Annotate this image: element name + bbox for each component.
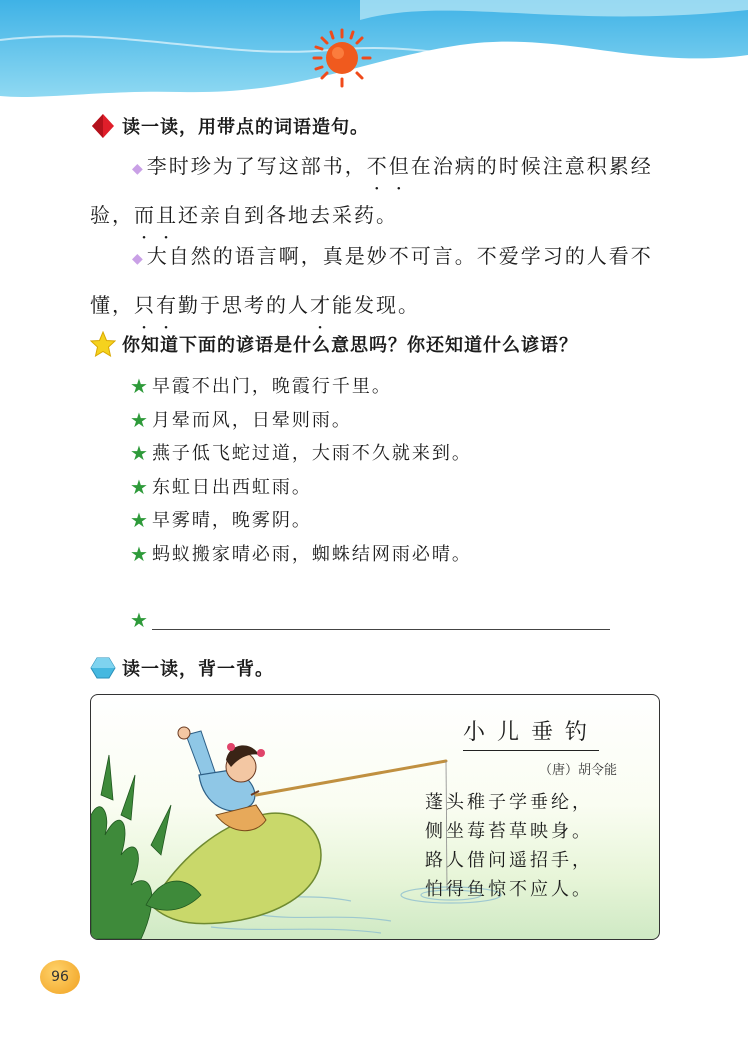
green-star-icon: ★ (130, 407, 150, 432)
proverb-list (130, 370, 472, 571)
sun-icon (312, 28, 372, 88)
fill-in-row (130, 608, 610, 632)
yellow-star-icon (90, 331, 116, 357)
emphasis-char: 而 (134, 203, 156, 227)
poem-body (425, 788, 593, 904)
blue-hexagon-icon (90, 655, 116, 681)
sky-wave-banner (0, 0, 748, 110)
proverb-item (130, 471, 472, 505)
section1-heading (90, 113, 369, 139)
section3-heading-text: 读一读，背一背。 (122, 659, 274, 680)
section1-heading-text: 读一读，用带点的词语造句。 (122, 117, 369, 138)
poem-line: 怕得鱼惊不应人。 (425, 879, 593, 900)
poem-line: 蓬头稚子学垂纶， (425, 792, 593, 813)
proverb-text: 蚂蚁搬家晴必雨，蜘蛛结网雨必晴。 (151, 543, 472, 565)
sentence2-part-c: 能发现。 (332, 293, 420, 317)
emphasis-char: 不 (366, 154, 389, 178)
proverb-item (130, 404, 472, 438)
green-star-icon: ★ (130, 474, 150, 499)
proverb-text: 燕子低飞蛇过道，大雨不久就来到。 (151, 443, 472, 464)
proverb-item (130, 370, 472, 404)
page-number: 96 (40, 960, 80, 994)
emphasis-char: 且 (156, 203, 178, 227)
section2-heading-text: 你知道下面的谚语是什么意思吗？你还知道什么谚语？ (122, 335, 578, 356)
poem-title: 小儿垂钓 (463, 715, 599, 751)
emphasis-char: 只 (134, 293, 156, 317)
proverb-item (130, 538, 472, 572)
proverb-text: 早雾晴，晚雾阴。 (151, 510, 312, 531)
sentence1-part-b: 在治病的时候注意积累经验， (90, 154, 653, 227)
green-star-icon: ★ (130, 541, 150, 566)
proverb-item (130, 504, 472, 538)
poem-line: 侧坐莓苔草映身。 (425, 821, 593, 842)
sentence2-part-a: 大自然的语言啊，真是妙不可言。不爱学习的人看不懂， (90, 244, 653, 317)
sentence2-part-b: 勤于思考的人 (178, 293, 310, 317)
answer-blank-line[interactable] (152, 611, 610, 630)
poem-line: 路人借问遥招手， (425, 850, 593, 871)
proverb-item (130, 437, 472, 471)
sentence-1 (90, 143, 660, 238)
proverb-text: 月晕而风，日晕则雨。 (151, 409, 352, 431)
poem-card (90, 694, 660, 940)
sentence-2 (90, 233, 660, 328)
lilac-diamond-icon: ◆ (132, 161, 145, 177)
proverb-text: 东虹日出西虹雨。 (151, 476, 312, 498)
poem-author: （唐）胡令能 (539, 763, 618, 778)
green-star-icon: ★ (130, 608, 148, 632)
section2-heading (90, 331, 578, 357)
emphasis-char: 但 (388, 154, 411, 178)
section3-heading (90, 655, 274, 681)
proverb-text: 早霞不出门，晚霞行千里。 (151, 376, 392, 397)
sentence1-part-a: 李时珍为了写这部书， (146, 154, 367, 178)
emphasis-char: 才 (310, 293, 332, 317)
sentence1-part-c: 还亲自到各地去采药。 (178, 203, 398, 227)
green-star-icon: ★ (130, 374, 150, 398)
lilac-diamond-icon: ◆ (132, 251, 145, 267)
green-star-icon: ★ (130, 441, 150, 465)
emphasis-char: 有 (156, 293, 178, 317)
red-diamond-icon (90, 113, 116, 139)
green-star-icon: ★ (130, 508, 150, 532)
